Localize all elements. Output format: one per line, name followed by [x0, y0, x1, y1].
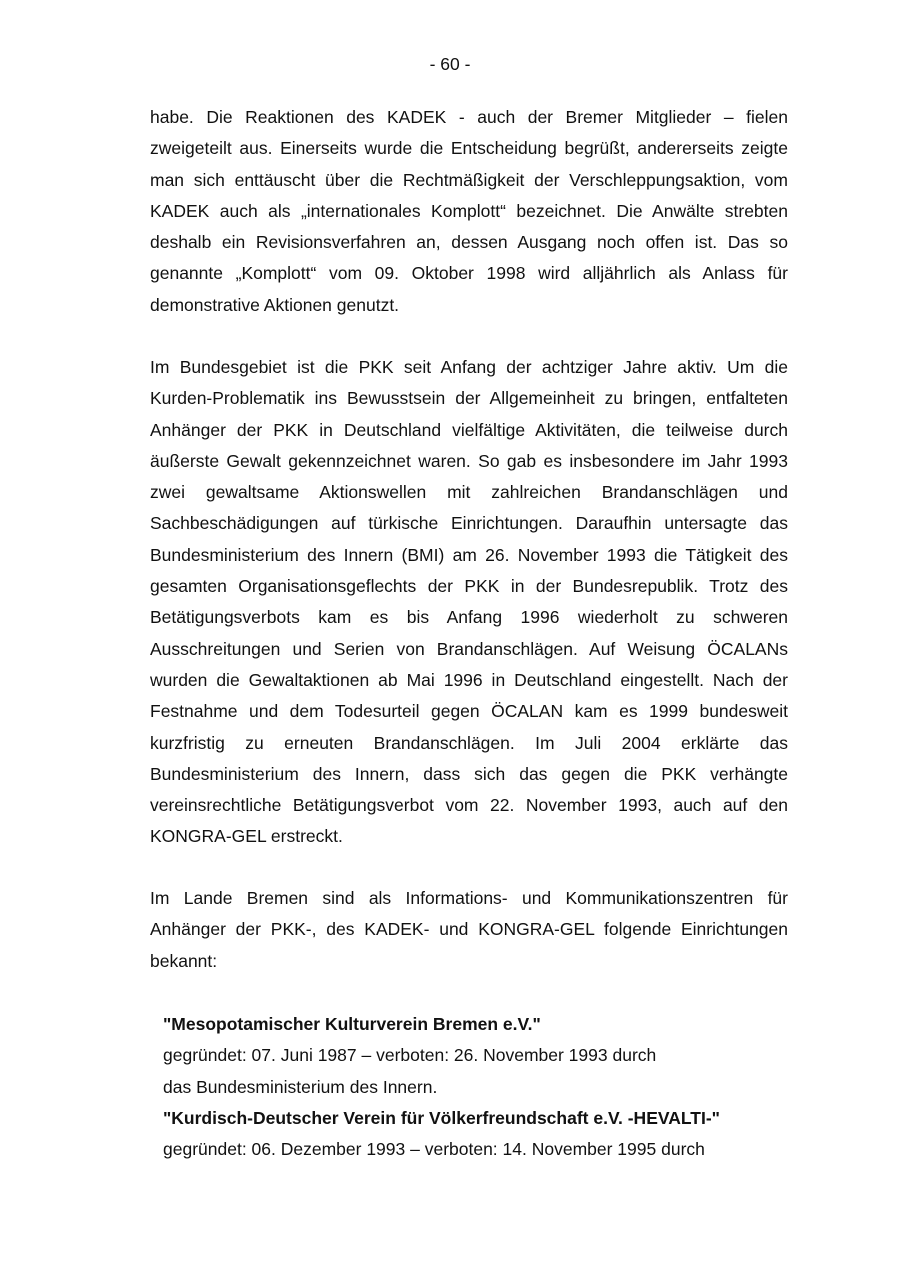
organization-name-hevalti: "Kurdisch-Deutscher Verein für Völkerfreundschaft e.V. -HEVALTI-" [163, 1107, 720, 1128]
paragraph-bremen-facilities: Im Lande Bremen sind als Informations- und Kommunikationszentren für Anhänger der PKK-, des KADEK- und KONGRA-GEL folgende Einrichtungen bekannt: [150, 888, 788, 971]
organization-detail-founded-banned: gegründet: 07. Juni 1987 – verboten: 26. November 1993 durch [163, 1045, 657, 1066]
organization-name-mesopotamischer-kulturverein: "Mesopotamischer Kulturverein Bremen e.V." [163, 1014, 541, 1034]
organization-detail-founded-banned: gegründet: 06. Dezember 1993 – verboten: 14. November 1995 durch [163, 1139, 705, 1160]
page-number: - 60 - [429, 54, 471, 74]
organization-detail-authority: das Bundesministerium des Innern. [163, 1076, 438, 1097]
organization-list [163, 1009, 803, 1165]
paragraph-pkk-germany: Im Bundesgebiet ist die PKK seit Anfang der achtziger Jahre aktiv. Um die Kurden-Problematik ins Bewusstsein der Allgemeinheit zu bringen, entfalteten Anhänger der PKK in Deutschland vielfältige Aktivitäten, die teilweise durch äußerste Gewalt gekennzeichnet waren. So gab es insbesondere im Jahr 1993 zwei gewaltsame Aktionswellen mit zahlreichen Brandanschlägen und Sachbeschädigungen auf türkische Einrichtungen. Daraufhin untersagte das Bundesministerium des Innern (BMI) am 26. November 1993 die Tätigkeit des gesamten Organisationsgeflechts der PKK in der Bundesrepublik. Trotz des Betätigungsverbots kam es bis Anfang 1996 wiederholt zu schweren Ausschreitungen und Serien von Brandanschlägen. Auf Weisung ÖCALANs wurden die Gewaltaktionen ab Mai 1996 in Deutschland eingestellt. Nach der Festnahme und dem Todesurteil gegen ÖCALAN kam es 1999 bundesweit kurzfristig zu erneuten Brandanschlägen. Im Juli 2004 erklärte das Bundesministerium des Innern, dass sich das gegen die PKK verhängte vereinsrechtliche Betätigungsverbot vom 22. November 1993, auch auf den KONGRA-GEL erstreckt. [150, 357, 788, 847]
paragraph-kadek-reactions: habe. Die Reaktionen des KADEK - auch der Bremer Mitglieder – fielen zweigeteilt aus. Einerseits wurde die Entscheidung begrüßt, andererseits zeigte man sich enttäuscht über die Rechtmäßigkeit der Verschleppungsaktion, vom KADEK auch als „internationales Komplott“ bezeichnet. Die Anwälte strebten deshalb ein Revisionsverfahren an, dessen Ausgang noch offen ist. Das so genannte „Komplott“ vom 09. Oktober 1998 wird alljährlich als Anlass für demonstrative Aktionen genutzt. [150, 107, 788, 315]
